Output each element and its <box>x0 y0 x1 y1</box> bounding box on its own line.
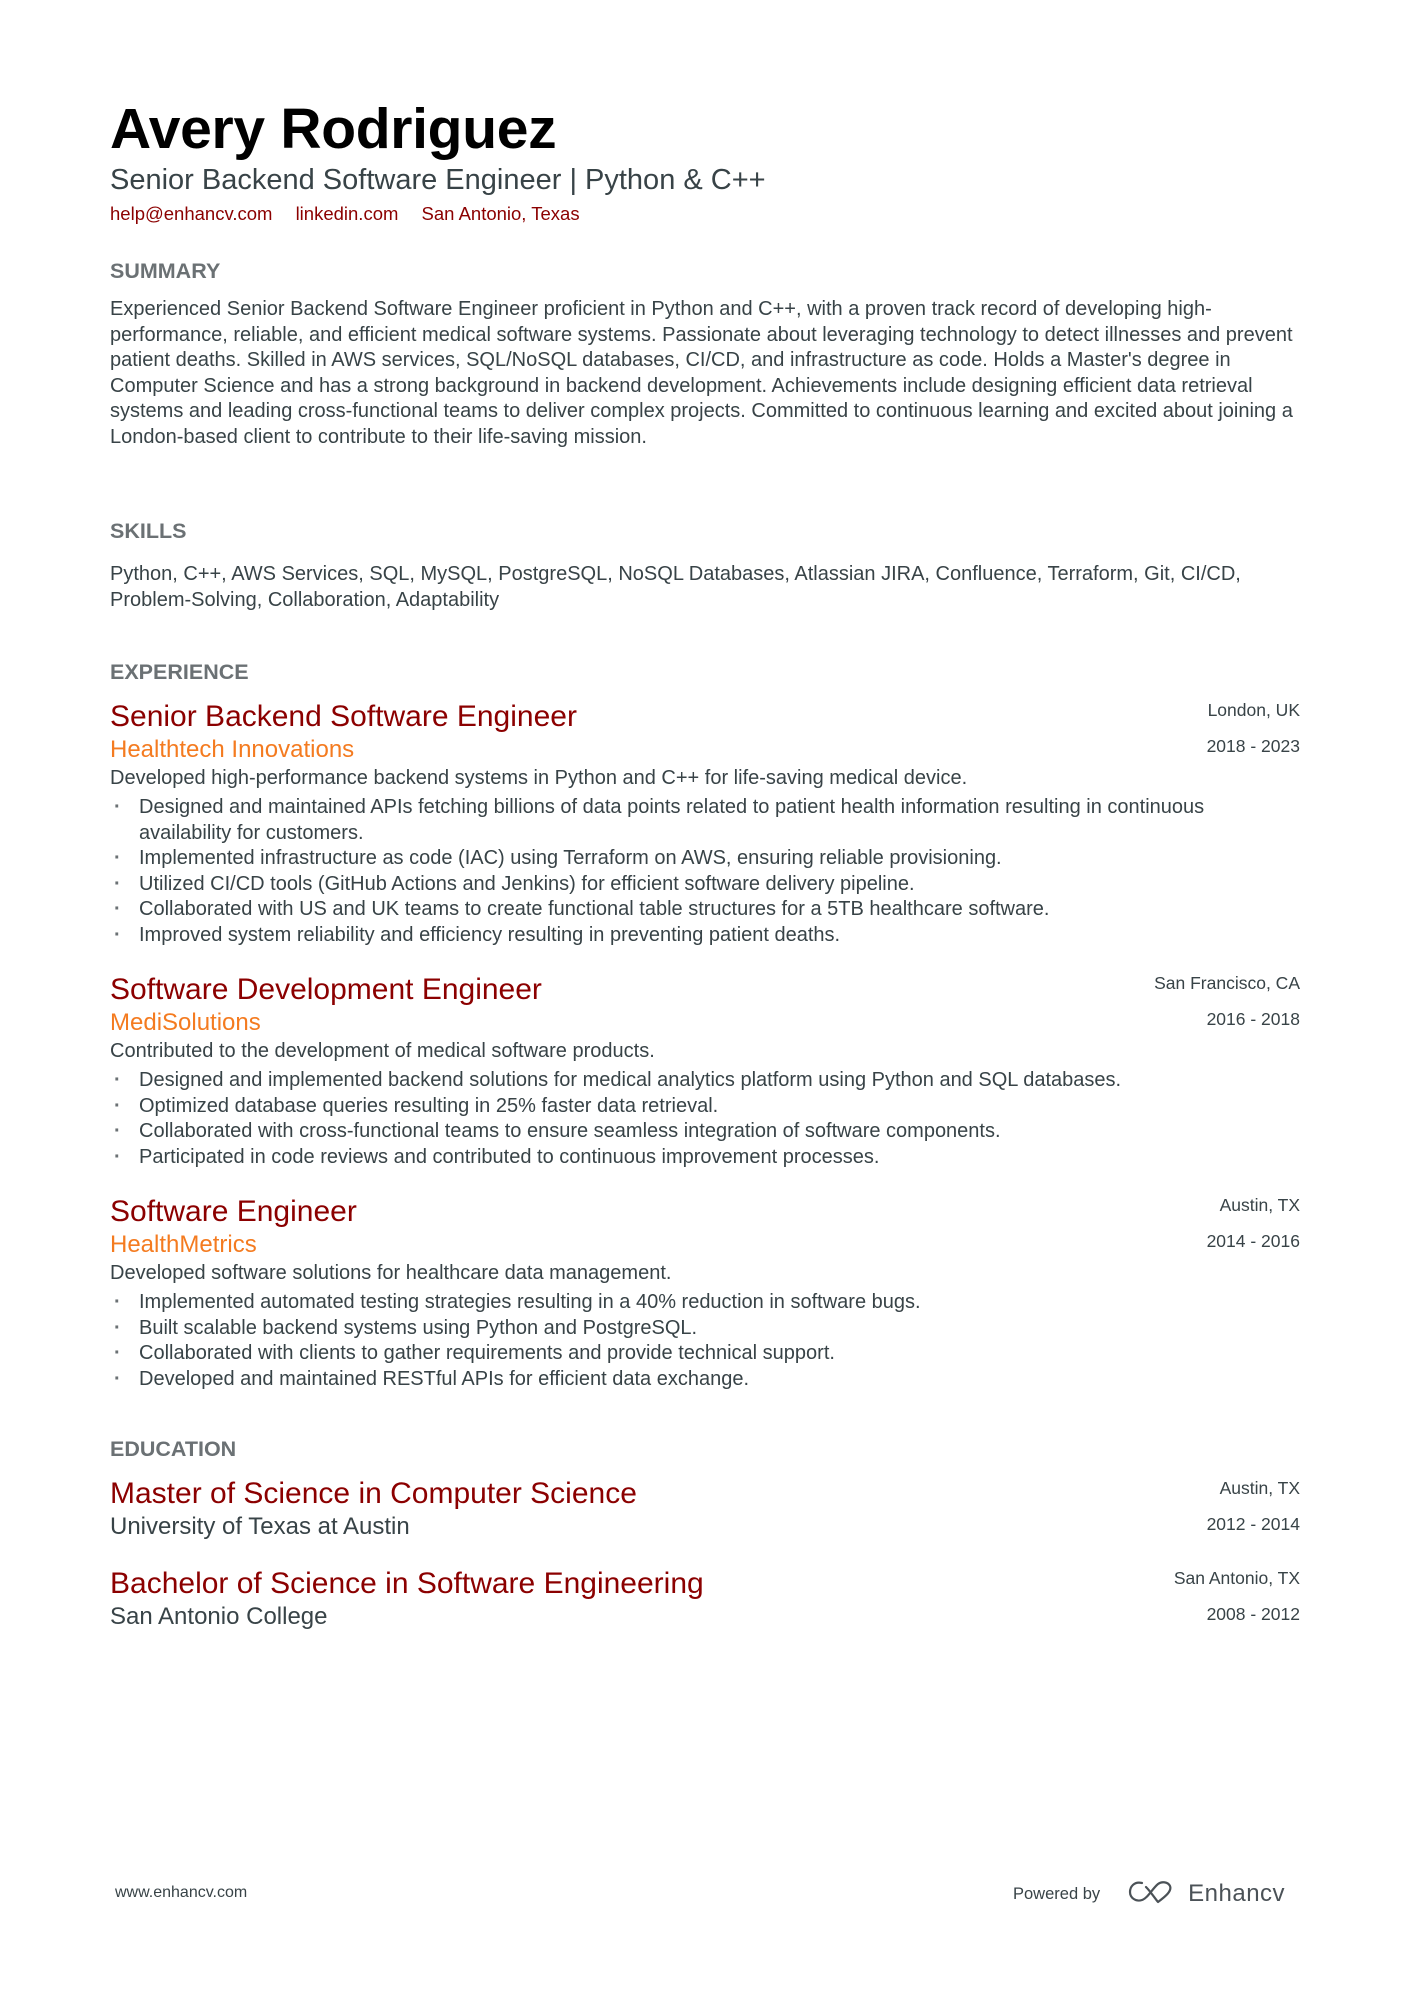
enhancv-brand-name: Enhancv <box>1188 1880 1286 1907</box>
contact-linkedin-link[interactable]: linkedin.com <box>295 203 399 224</box>
job-location: Austin, TX <box>1219 1195 1300 1215</box>
education-dates: 2008 - 2012 <box>1206 1604 1300 1624</box>
education-heading: EDUCATION <box>110 1437 237 1461</box>
bullet-item: · Participated in code reviews and contributed to continuous improvement processes. <box>110 1145 1269 1171</box>
education-meta <box>1207 1476 1300 1536</box>
bullet-item: · Implemented automated testing strategies resulting in a 40% reduction in software bugs. <box>110 1290 1269 1316</box>
contact-email-link[interactable]: help@enhancv.com <box>110 203 273 224</box>
bullet-item: · Collaborated with clients to gather requirements and provide technical support. <box>110 1341 1269 1367</box>
skills-heading: SKILLS <box>110 519 187 543</box>
footer-website-link[interactable]: www.enhancv.com <box>115 1884 248 1901</box>
job-bullets <box>110 1290 1300 1392</box>
education-location: San Antonio, TX <box>1173 1568 1300 1588</box>
job-title: Software Engineer <box>110 1195 357 1228</box>
powered-by-label: Powered by <box>1013 1884 1101 1903</box>
footer-powered-by <box>1013 1878 1285 1910</box>
company-name: HealthMetrics <box>110 1231 257 1258</box>
job-description: Developed software solutions for healthcare data management. <box>110 1262 672 1284</box>
school-name: San Antonio College <box>110 1603 328 1630</box>
job-location: San Francisco, CA <box>1154 973 1300 993</box>
experience-heading: EXPERIENCE <box>110 660 249 684</box>
experience-entry <box>110 1194 1300 1392</box>
bullet-item: · Utilized CI/CD tools (GitHub Actions and Jenkins) for efficient software delivery pipeline. <box>110 872 1269 898</box>
job-meta <box>1207 1193 1300 1253</box>
job-meta <box>1207 698 1300 758</box>
bullet-item: · Built scalable backend systems using Python and PostgreSQL. <box>110 1316 1269 1342</box>
degree-title: Master of Science in Computer Science <box>110 1477 637 1510</box>
experience-entry <box>110 699 1300 949</box>
bullet-item: · Developed and maintained RESTful APIs for efficient data exchange. <box>110 1367 1269 1393</box>
job-dates: 2016 - 2018 <box>1206 1009 1300 1029</box>
education-meta <box>1174 1566 1300 1626</box>
candidate-headline: Senior Backend Software Engineer | Python & C++ <box>110 164 766 196</box>
contact-location: San Antonio, Texas <box>421 203 580 224</box>
job-title: Senior Backend Software Engineer <box>110 700 577 733</box>
bullet-item: · Implemented infrastructure as code (IAC) using Terraform on AWS, ensuring reliable provisioning. <box>110 846 1269 872</box>
education-entry <box>110 1476 1300 1542</box>
bullet-item: · Optimized database queries resulting in 25% faster data retrieval. <box>110 1094 1269 1120</box>
job-title: Software Development Engineer <box>110 973 542 1006</box>
experience-entry <box>110 972 1300 1170</box>
school-name: University of Texas at Austin <box>110 1513 410 1540</box>
job-dates: 2018 - 2023 <box>1206 736 1300 756</box>
summary-heading: SUMMARY <box>110 259 221 283</box>
skills-text: Python, C++, AWS Services, SQL, MySQL, PostgreSQL, NoSQL Databases, Atlassian JIRA, Confluence, Terraform, Git, CI/CD, Problem-Solving, Collaboration, Adaptability <box>110 563 1241 611</box>
bullet-item: · Improved system reliability and efficiency resulting in preventing patient deaths. <box>110 923 1269 949</box>
job-dates: 2014 - 2016 <box>1206 1231 1300 1251</box>
bullet-item: · Designed and implemented backend solutions for medical analytics platform using Python and SQL databases. <box>110 1068 1269 1094</box>
bullet-item: · Collaborated with US and UK teams to create functional table structures for a 5TB healthcare software. <box>110 897 1269 923</box>
job-meta <box>1154 971 1300 1031</box>
job-bullets <box>110 795 1300 949</box>
enhancv-logo-icon <box>1128 1879 1174 1910</box>
bullet-item: · Designed and maintained APIs fetching billions of data points related to patient health information resulting in continuous availability for customers. <box>110 795 1269 846</box>
contact-info <box>110 202 598 226</box>
job-bullets <box>110 1068 1300 1170</box>
education-entry <box>110 1566 1300 1632</box>
job-description: Developed high-performance backend systems in Python and C++ for life-saving medical device. <box>110 767 968 789</box>
summary-text: Experienced Senior Backend Software Engineer proficient in Python and C++, with a proven track record of developing high-performance, reliable, and efficient medical software systems. Passionate about leveraging technology to detect illnesses and prevent patient deaths. Skilled in AWS services, SQL/NoSQL databases, CI/CD, and infrastructure as code. Holds a Master's degree in Computer Science and has a strong background in backend development. Achievements include designing efficient data retrieval systems and leading cross-functional teams to deliver complex projects. Committed to continuous learning and excited about joining a London-based client to contribute to their life-saving mission. <box>110 298 1293 448</box>
candidate-name: Avery Rodriguez <box>110 97 557 161</box>
education-dates: 2012 - 2014 <box>1206 1514 1300 1534</box>
education-location: Austin, TX <box>1219 1478 1300 1498</box>
company-name: MediSolutions <box>110 1009 261 1036</box>
job-location: London, UK <box>1207 700 1300 720</box>
job-description: Contributed to the development of medical software products. <box>110 1040 655 1062</box>
bullet-item: · Collaborated with cross-functional teams to ensure seamless integration of software components. <box>110 1119 1269 1145</box>
degree-title: Bachelor of Science in Software Engineering <box>110 1567 704 1600</box>
company-name: Healthtech Innovations <box>110 736 355 763</box>
